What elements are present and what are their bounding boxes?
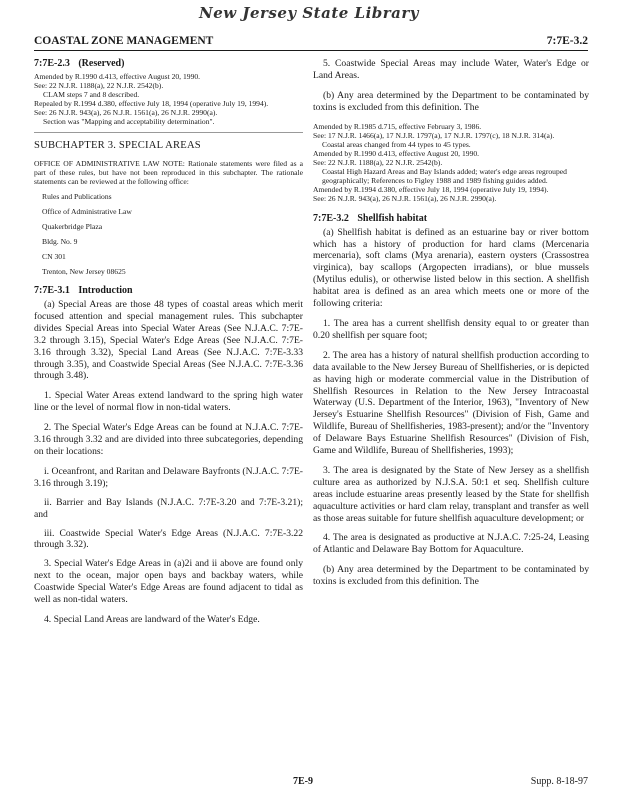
paragraph: (b) Any area determined by the Department to be contaminated by toxins is excluded from this definition. The [313, 564, 589, 588]
office-address-line: Office of Administrative Law [42, 207, 132, 216]
paragraph: 4. The area is designated as productive at N.J.A.C. 7:25-24, Leasing of Atlantic and Delaware Bay Bottom for Aquaculture. [313, 532, 589, 556]
paragraph: 1. The area has a current shellfish density equal to or greater than 0.20 shellfish per square foot; [313, 317, 589, 341]
section-divider [34, 132, 303, 133]
history-note: Repealed by R.1994 d.380, effective July 18, 1994 (operative July 19, 1994). [34, 99, 269, 108]
supplement-date: Supp. 8-18-97 [530, 776, 588, 787]
history-note: Section was "Mapping and acceptability determination". [43, 117, 215, 126]
chapter-title: COASTAL ZONE MANAGEMENT [34, 35, 214, 47]
paragraph: 5. Coastwide Special Areas may include Water, Water's Edge or Land Areas. [313, 58, 589, 81]
left-column [34, 58, 303, 634]
admin-law-note: OFFICE OF ADMINISTRATIVE LAW NOTE: Rationale statements were filed as a part of these rules, but have not been reproduced in this subchapter. The rationale statements can be reviewed at the following office: [34, 159, 303, 186]
paragraph: (a) Special Areas are those 48 types of coastal areas which merit focused attention and special management rules. This subchapter divides Special Areas into Special Water Areas (See N.J.A.C. 7:7E-3.2 through 3.15), Special Water's Edge Areas (See N.J.A.C. 7:7E-3.16 through 3.32), Special Land Areas (See N.J.A.C. 7:7E-3.33 through 3.35), and Coastwide Special Areas (See N.J.A.C. 7:7E-3.36 through 3.48). [34, 299, 303, 382]
history-note: Amended by R.1994 d.380, effective July 18, 1994 (operative July 19, 1994). [313, 184, 549, 194]
section-heading [313, 213, 589, 224]
paragraph: 3. The area is designated by the State of New Jersey as a shellfish culture area as authorized by N.J.S.A. 50:1 et seq. Shellfish culture areas include estuarine areas presently leased by the State for shellfish aquaculture activities or hard clam relay, transplant and transfer as well as those areas suitable for future shellfish aquaculture development; or [313, 464, 589, 524]
history-note: Amended by R.1990 d.413, effective August 20, 1990. [34, 72, 201, 81]
paragraph: ii. Barrier and Bay Islands (N.J.A.C. 7:7E-3.20 and 7:7E-3.21); and [34, 496, 303, 520]
section-reference: 7:7E-3.2 [546, 35, 588, 47]
paragraph: (b) Any area determined by the Department to be contaminated by toxins is excluded from this definition. The [313, 89, 589, 113]
library-stamp: New Jersey State Library [198, 4, 419, 22]
history-note: See: 22 N.J.R. 1188(a), 22 N.J.R. 2542(b). [313, 157, 443, 167]
history-note: Amended by R.1985 d.715, effective February 3, 1986. [313, 121, 482, 131]
history-note: See: 22 N.J.R. 1188(a), 22 N.J.R. 2542(b). [34, 81, 164, 90]
history-note: Coastal High Hazard Areas and Bay Islands added; water's edge areas regrouped geographically; References to Figley 1988 and 1989 fishing guides added. [322, 166, 567, 185]
paragraph: (a) Shellfish habitat is defined as an estuarine bay or river bottom which has a history of production for hard clams (Mercenaria mercenaria), soft clams (Mya arenaria), eastern oysters (Crassostrea virginica), bay scallops (Argopecten irradians), or blue mussels (Mytilus edulis), or otherwise listed below in this section. A shellfish habitat area is defined as an area which meets one or more of the following criteria: [313, 226, 589, 310]
running-header [34, 30, 588, 51]
paragraph: 2. The area has a history of natural shellfish production according to data available to the New Jersey Bureau of Shellfisheries, or is depicted as having high or moderate commercial value in the Distribution of Shellfish Resources in Relation to the New Jersey Intracoastal Waterway (U.S. Department of the Interior, 1963), "Inventory of New Jersey's Estuarine Shellfish Resources" (Division of Fish, Game and Wildlife, Bureau of Shellfisheries, 1983-present); and/or the "Inventory of Delaware Bays Estuarine Shellfish Resources" (Division of Fish, Game and Wildlife, Bureau of Shellfisheries, 1993); [313, 349, 589, 457]
paragraph: 1. Special Water Areas extend landward to the spring high water line or the level of normal flow in non-tidal waters. [34, 390, 303, 414]
history-note: See: 17 N.J.R. 1466(a), 17 N.J.R. 1797(a), 17 N.J.R. 1797(c), 18 N.J.R. 314(a). [313, 130, 555, 140]
subchapter-heading: SUBCHAPTER 3. SPECIAL AREAS [34, 140, 201, 151]
office-address-line: Bldg. No. 9 [42, 237, 78, 246]
paragraph: 3. Special Water's Edge Areas in (a)2i and ii above are found only next to the ocean, major open bays and backbay waters, while Coastwide Special Water's Edge Areas are found adjacent to tidal as well as non-tidal waters. [34, 558, 303, 606]
history-note: See: 26 N.J.R. 943(a), 26 N.J.R. 1561(a), 26 N.J.R. 2990(a). [313, 193, 497, 203]
office-address-line: Rules and Publications [42, 192, 112, 201]
paragraph: iii. Coastwide Special Water's Edge Areas (N.J.A.C. 7:7E-3.22 through 3.32). [34, 527, 303, 551]
office-address-line: CN 301 [42, 252, 66, 261]
office-address-line: Quakerbridge Plaza [42, 222, 103, 231]
section-heading [34, 285, 303, 296]
section-number: 7:7E-3.1 [34, 285, 70, 296]
section-number: 7:7E-3.2 [313, 212, 349, 224]
history-note: Coastal areas changed from 44 types to 45 types. [322, 139, 471, 149]
history-note: CLAM steps 7 and 8 described. [43, 90, 140, 99]
section-number: 7:7E-2.3 [34, 58, 70, 69]
right-column [313, 58, 589, 596]
office-address-line: Trenton, New Jersey 08625 [42, 267, 126, 276]
history-note: See: 26 N.J.R. 943(a), 26 N.J.R. 1561(a), 26 N.J.R. 2990(a). [34, 108, 218, 117]
paragraph: 2. The Special Water's Edge Areas can be found at N.J.A.C. 7:7E-3.16 through 3.32 and are divided into three subcategories, depending on their locations: [34, 422, 303, 457]
paragraph: i. Oceanfront, and Raritan and Delaware Bayfronts (N.J.A.C. 7:7E-3.16 through 3.19); [34, 465, 303, 489]
section-title: Shellfish habitat [357, 212, 428, 224]
section-title: (Reserved) [78, 58, 125, 69]
page-footer [0, 776, 618, 790]
section-heading [34, 58, 303, 69]
paragraph: 4. Special Land Areas are landward of the Water's Edge. [44, 613, 260, 625]
page-number: 7E-9 [293, 776, 313, 787]
section-title: Introduction [78, 285, 133, 296]
history-note: Amended by R.1990 d.413, effective August 20, 1990. [313, 148, 480, 158]
